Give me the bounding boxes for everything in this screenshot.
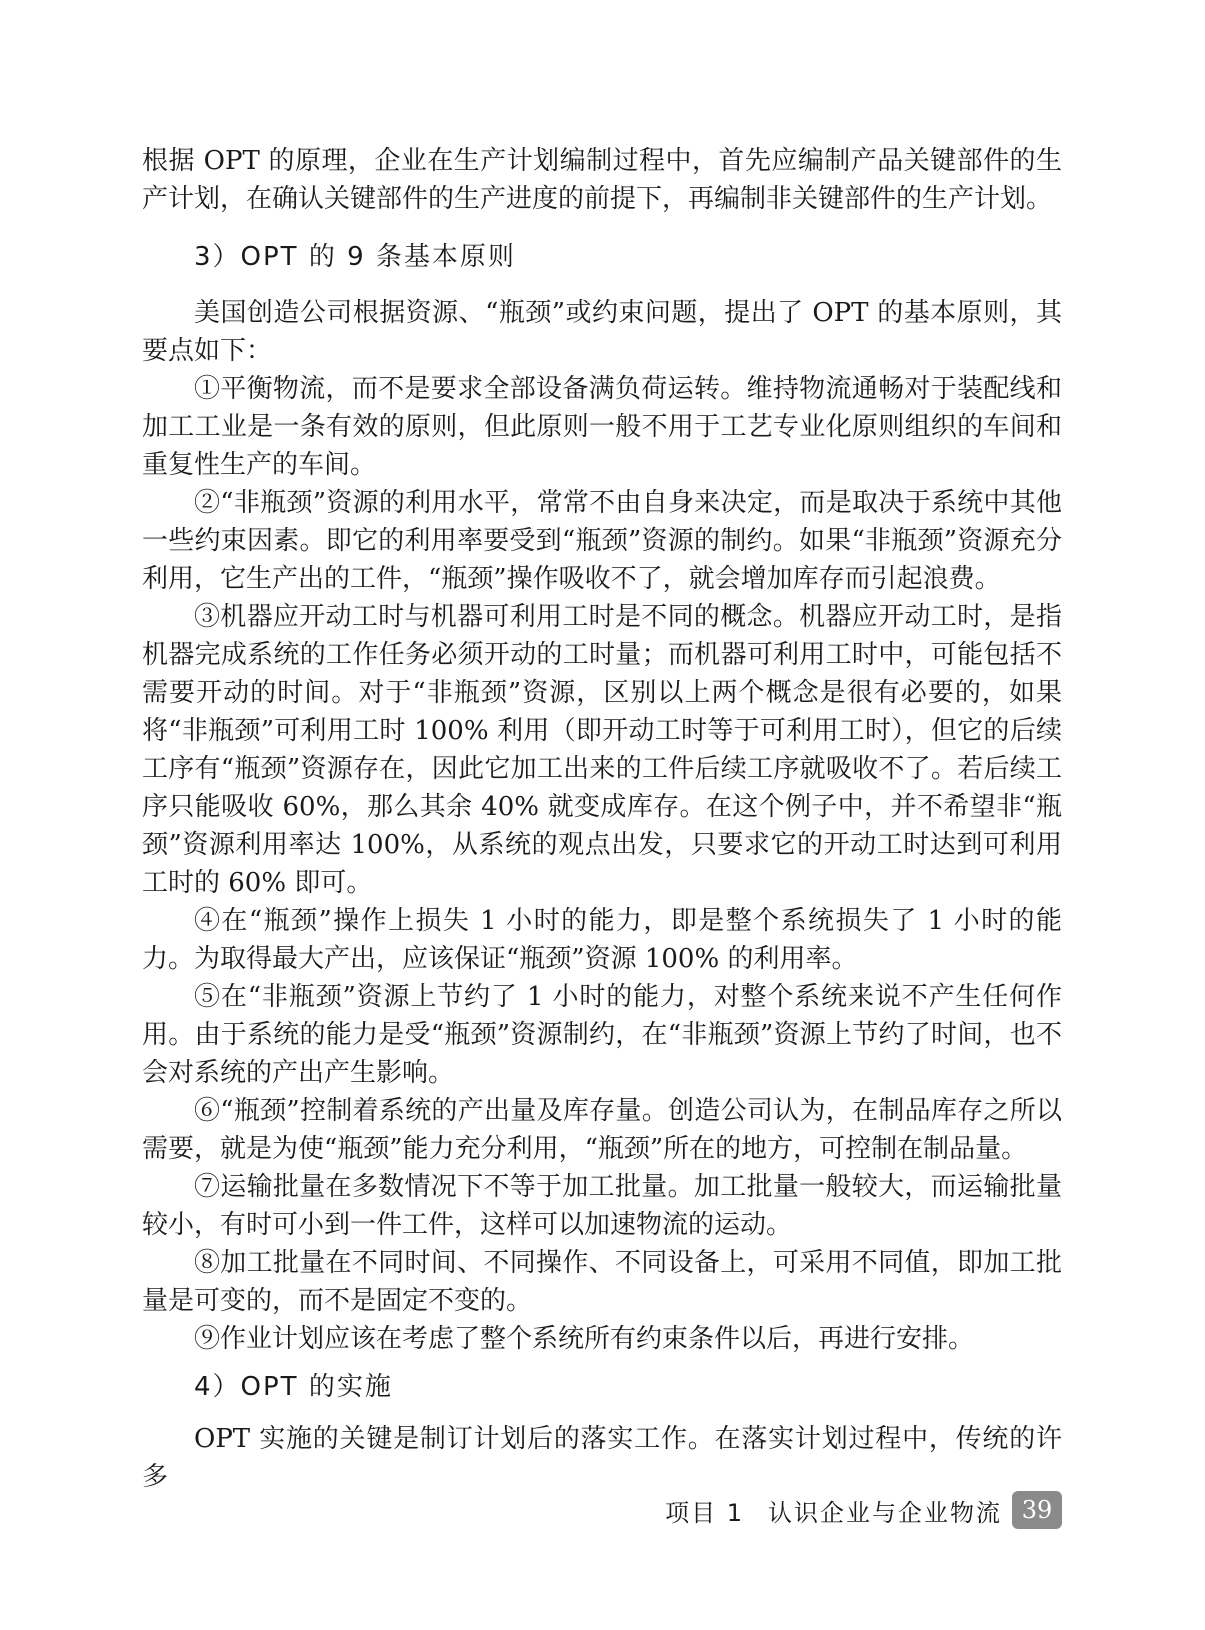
paragraph-opt-principle: 根据 OPT 的原理，企业在生产计划编制过程中，首先应编制产品关键部件的生产计划，在确认关键部件的生产进度的前提下，再编制非关键部件的生产计划。 (142, 146, 1062, 214)
paragraph-implementation-intro: OPT 实施的关键是制订计划后的落实工作。在落实计划过程中，传统的许多 (142, 1424, 1062, 1492)
page-footer (142, 1488, 1062, 1532)
page-body (142, 142, 1062, 1496)
principle-item-3: ③机器应开动工时与机器可利用工时是不同的概念。机器应开动工时，是指机器完成系统的工作任务必须开动的工时量；而机器可利用工时中，可能包括不需要开动的时间。对于“非瓶颈”资源，区别以上两个概念是很有必要的，如果将“非瓶颈”可利用工时 100% 利用（即开动工时等于可利用工时），但它的后续工序有“瓶颈”资源存在，因此它加工出来的工件后续工序就吸收不了。若后续工序只能吸收 60%，那么其余 40% 就变成库存。在这个例子中，并不希望非“瓶颈”资源利用率达 100%，从系统的观点出发，只要求它的开动工时达到可利用工时的 60% 即可。 (142, 602, 1062, 898)
principle-item-9: ⑨作业计划应该在考虑了整个系统所有约束条件以后，再进行安排。 (194, 1324, 975, 1354)
principle-item-8: ⑧加工批量在不同时间、不同操作、不同设备上，可采用不同值，即加工批量是可变的，而不是固定不变的。 (142, 1248, 1062, 1316)
principle-item-1: ①平衡物流，而不是要求全部设备满负荷运转。维持物流通畅对于装配线和加工工业是一条有效的原则，但此原则一般不用于工艺专业化原则组织的车间和重复性生产的车间。 (142, 374, 1062, 480)
principle-item-4: ④在“瓶颈”操作上损失 1 小时的能力，即是整个系统损失了 1 小时的能力。为取得最大产出，应该保证“瓶颈”资源 100% 的利用率。 (142, 906, 1062, 974)
footer-project-label: 项目 1 (665, 1498, 744, 1527)
principle-item-6: ⑥“瓶颈”控制着系统的产出量及库存量。创造公司认为，在制品库存之所以需要，就是为使“瓶颈”能力充分利用，“瓶颈”所在的地方，可控制在制品量。 (142, 1096, 1062, 1164)
page-number-badge: 39 (1012, 1491, 1062, 1529)
principle-item-2: ②“非瓶颈”资源的利用水平，常常不由自身来决定，而是取决于系统中其他一些约束因素。即它的利用率要受到“瓶颈”资源的制约。如果“非瓶颈”资源充分利用，它生产出的工件，“瓶颈”操作吸收不了，就会增加库存而引起浪费。 (142, 488, 1062, 594)
section-heading-opt-implementation: 4）OPT 的实施 (194, 1372, 393, 1402)
footer-chapter-title: 认识企业与企业物流 (768, 1498, 1002, 1527)
principle-item-7: ⑦运输批量在多数情况下不等于加工批量。加工批量一般较大，而运输批量较小，有时可小到一件工件，这样可以加速物流的运动。 (142, 1172, 1062, 1240)
section-heading-opt-principles: 3）OPT 的 9 条基本原则 (194, 242, 516, 272)
paragraph-principles-intro: 美国创造公司根据资源、“瓶颈”或约束问题，提出了 OPT 的基本原则，其要点如下： (142, 298, 1062, 366)
principle-item-5: ⑤在“非瓶颈”资源上节约了 1 小时的能力，对整个系统来说不产生任何作用。由于系统的能力是受“瓶颈”资源制约，在“非瓶颈”资源上节约了时间，也不会对系统的产出产生影响。 (142, 982, 1062, 1088)
